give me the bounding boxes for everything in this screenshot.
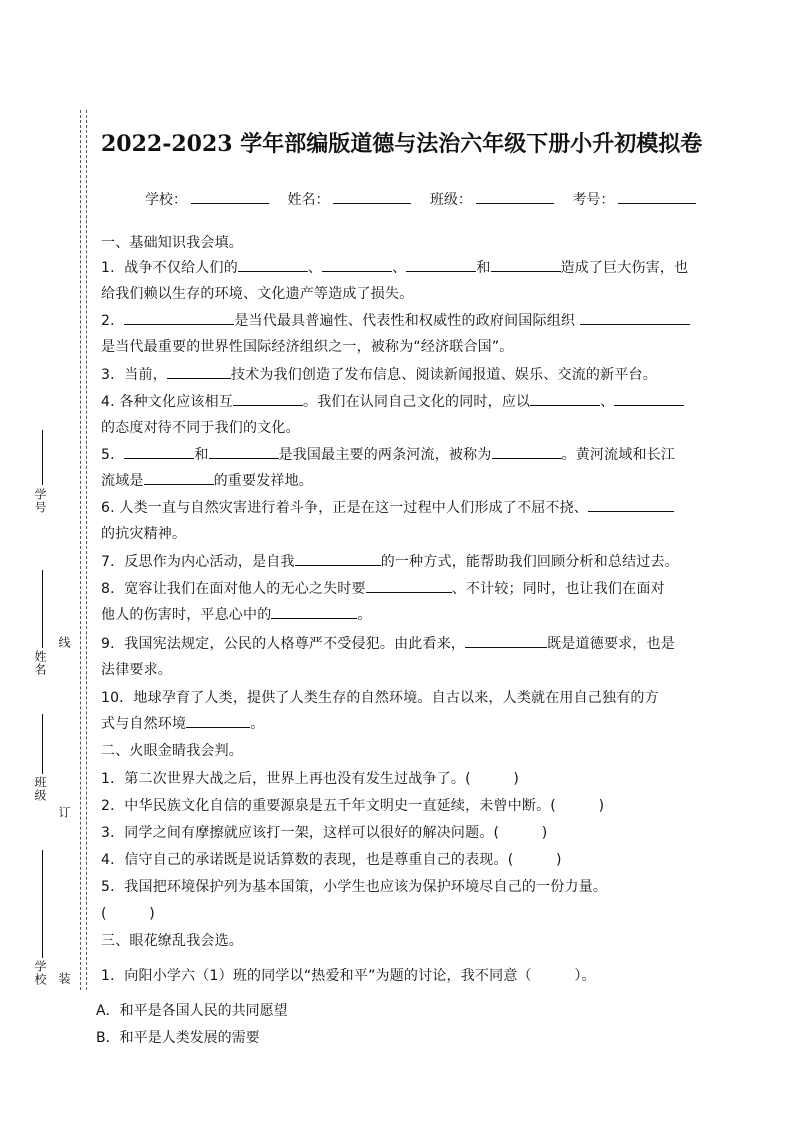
q5-text-a: 5． — [101, 447, 125, 463]
choice-option-a[interactable]: A．和平是各国人民的共同愿望 — [96, 1003, 288, 1019]
q4-sep: 、 — [600, 394, 615, 410]
class-blank[interactable] — [476, 190, 554, 204]
name-label: 姓名： — [287, 192, 330, 208]
binding-blank-banji — [42, 714, 43, 774]
section-heading-3: 三、眼花缭乱我会选。 — [101, 933, 243, 949]
q2-text-a: 2． — [101, 313, 125, 329]
binding-mark-zhuang: 装 — [57, 972, 71, 984]
section-heading-2: 二、火眼金睛我会判。 — [101, 743, 243, 759]
q1-sep-1: 、 — [307, 260, 323, 276]
question-1-line-2: 给我们赖以生存的环境、文化遗产等造成了损失。 — [101, 286, 414, 302]
q8-text-a: 8．宽容让我们在面对他人的无心之失时要 — [101, 581, 366, 597]
question-6-line-2: 的抗灾精神。 — [101, 526, 187, 542]
binding-label-xingming: 姓名 — [33, 650, 47, 676]
binding-line — [86, 110, 87, 990]
q1-blank-3[interactable] — [406, 258, 476, 272]
question-9-line-2: 法律要求。 — [101, 662, 172, 678]
question-3-line-1 — [101, 364, 657, 384]
q2-blank-1[interactable] — [124, 311, 234, 325]
binding-line — [80, 110, 81, 990]
q4-blank-2[interactable] — [530, 392, 600, 406]
question-9-line-1 — [101, 633, 675, 653]
q5-blank-1[interactable] — [124, 445, 194, 459]
q8-blank-1[interactable] — [366, 579, 452, 593]
q4-text-b: 。我们在认同自己文化的同时，应以 — [303, 394, 531, 410]
q7-text-b: 的一种方式，能帮助我们回顾分析和总结过去。 — [380, 554, 679, 570]
question-8-line-1 — [101, 578, 665, 598]
q5-text-b: 和 — [194, 447, 209, 463]
q5-blank-3[interactable] — [492, 445, 562, 459]
school-label: 学校： — [145, 192, 187, 208]
q6-text-a: 6. 人类一直与自然灾害进行着斗争，正是在这一过程中人们形成了不屈不挠、 — [101, 500, 589, 516]
exam-no-label: 考号： — [572, 192, 615, 208]
q10-text-c: 。 — [250, 716, 265, 732]
q8-text-b: 、不计较；同时，也让我们在面对 — [451, 581, 665, 597]
question-1-line-1 — [101, 257, 688, 277]
q3-text-a: 3．当前， — [101, 367, 167, 383]
section-heading-1: 一、基础知识我会填。 — [101, 235, 243, 251]
q4-blank-3[interactable] — [614, 392, 684, 406]
q1-text-b: 造成了巨大伤害，也 — [560, 260, 689, 276]
q10-blank-1[interactable] — [186, 714, 250, 728]
question-10-line-2 — [101, 713, 264, 733]
binding-blank-xuehao — [42, 430, 43, 485]
q5-text-e: 流域是 — [101, 473, 144, 489]
binding-mark-ding: 订 — [57, 806, 71, 818]
q3-text-b: 技术为我们创造了发布信息、阅读新闻报道、娱乐、交流的新平台。 — [230, 367, 657, 383]
judge-question-5: 5．我国把环境保护列为基本国策，小学生也应该为保护环境尽自己的一份力量。 — [101, 879, 608, 895]
q4-blank-1[interactable] — [233, 392, 303, 406]
question-5-line-1 — [101, 444, 675, 464]
q3-blank-1[interactable] — [167, 365, 231, 379]
binding-margin — [0, 0, 92, 1123]
question-4-line-1 — [101, 391, 684, 411]
question-10-line-1: 10．地球孕育了人类，提供了人类生存的自然环境。自古以来，人类就在用自己独有的方 — [101, 690, 659, 706]
q1-sep-3: 和 — [476, 260, 491, 276]
question-2-line-1 — [101, 310, 690, 330]
exam-title: 2022-2023 学年部编版道德与法治六年级下册小升初模拟卷 — [101, 131, 703, 157]
question-4-line-2: 的态度对待不同于我们的文化。 — [101, 420, 300, 436]
student-info-row — [145, 189, 710, 209]
judge-question-1: 1．第二次世界大战之后，世界上再也没有发生过战争了。( ) — [101, 771, 520, 787]
binding-label-xuehao: 学号 — [33, 488, 47, 514]
q5-text-f: 的重要发祥地。 — [213, 473, 314, 489]
q5-blank-4[interactable] — [144, 471, 214, 485]
q2-blank-2[interactable] — [580, 311, 690, 325]
q7-text-a: 7．反思作为内心活动，是自我 — [101, 554, 295, 570]
q4-text-a: 4. 各种文化应该相互 — [101, 394, 234, 410]
binding-mark-xian: 线 — [57, 636, 71, 648]
question-6-line-1 — [101, 497, 674, 517]
q6-blank-1[interactable] — [588, 498, 674, 512]
q9-text-b: 既是道德要求，也是 — [547, 636, 675, 652]
judge-question-4: 4．信守自己的承诺既是说话算数的表现，也是尊重自己的表现。( ) — [101, 852, 562, 868]
question-7-line-1 — [101, 551, 679, 571]
q8-text-d: 。 — [357, 607, 372, 623]
q1-blank-2[interactable] — [322, 258, 392, 272]
question-8-line-2 — [101, 604, 372, 624]
q8-text-c: 他人的伤害时，平息心中的 — [101, 607, 272, 623]
choice-question-1: 1．向阳小学六（1）班的同学以“热爱和平”为题的讨论，我不同意（ ）。 — [101, 968, 596, 984]
q1-sep-2: 、 — [392, 260, 407, 276]
q1-blank-4[interactable] — [491, 258, 561, 272]
question-5-line-2 — [101, 470, 313, 490]
judge-question-2: 2．中华民族文化自信的重要源泉是五千年文明史一直延续，未曾中断。( ) — [101, 798, 605, 814]
question-2-line-2: 是当代最重要的世界性国际经济组织之一，被称为“经济联合国”。 — [101, 339, 514, 355]
choice-option-b[interactable]: B．和平是人类发展的需要 — [96, 1030, 260, 1046]
class-label: 班级： — [429, 192, 472, 208]
q1-text-a: 1．战争不仅给人们的 — [101, 260, 238, 276]
q10-text-b: 式与自然环境 — [101, 716, 187, 732]
binding-label-banji: 班级 — [33, 776, 47, 802]
judge-question-5-answer[interactable]: ( ) — [101, 906, 155, 922]
q9-text-a: 9．我国宪法规定，公民的人格尊严不受侵犯。由此看来， — [101, 636, 466, 652]
binding-blank-xingming — [42, 570, 43, 648]
q2-text-b: 是当代最具普遍性、代表性和权威性的政府间国际组织 — [234, 313, 576, 329]
binding-blank-xuexiao — [42, 850, 43, 958]
q5-text-c: 是我国最主要的两条河流，被称为 — [278, 447, 492, 463]
judge-question-3: 3．同学之间有摩擦就应该打一架，这样可以很好的解决问题。( ) — [101, 825, 548, 841]
name-blank[interactable] — [333, 190, 411, 204]
binding-label-xuexiao: 学校 — [33, 960, 47, 986]
q5-blank-2[interactable] — [209, 445, 279, 459]
exam-no-blank[interactable] — [618, 190, 696, 204]
q5-text-d: 。黄河流域和长江 — [561, 447, 676, 463]
q1-blank-1[interactable] — [238, 258, 308, 272]
school-blank[interactable] — [191, 190, 269, 204]
q9-blank-1[interactable] — [465, 634, 547, 648]
q7-blank-1[interactable] — [295, 552, 381, 566]
q8-blank-2[interactable] — [271, 605, 357, 619]
